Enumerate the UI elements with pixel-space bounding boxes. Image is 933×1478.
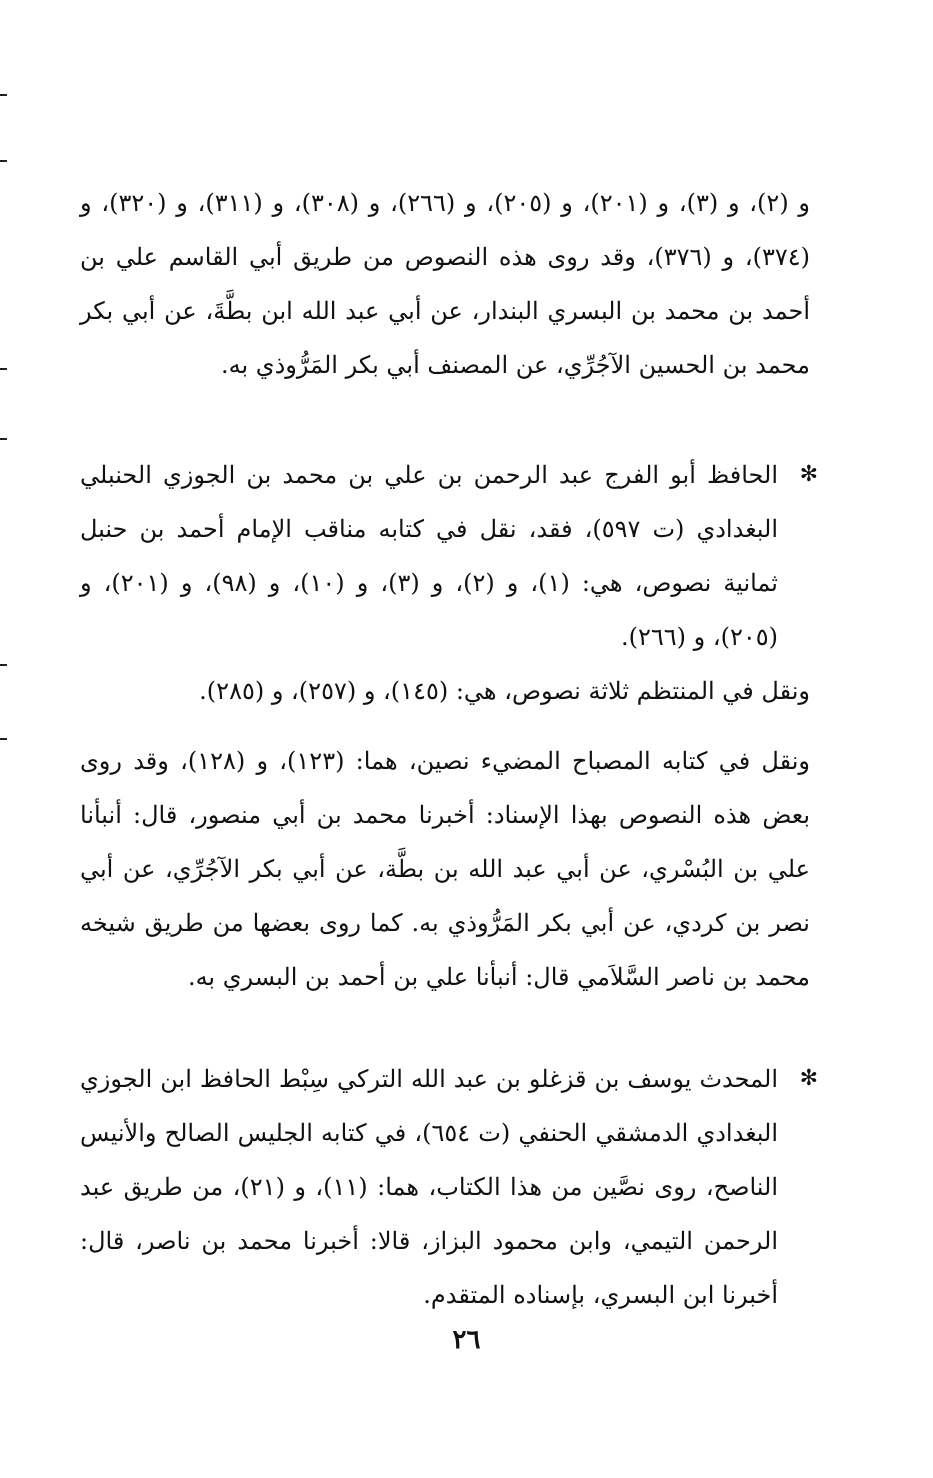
margin-mark [0, 438, 7, 440]
text-block [80, 176, 810, 392]
paragraph-text: الحافظ أبو الفرج عبد الرحمن بن علي بن محمد بن الجوزي الحنبلي البغدادي (ت ٥٩٧)، فقد، نقل في كتابه مناقب الإمام أحمد بن حنبل ثمانية نصوص، هي: (١)، و (٢)، و (٣)، و (١٠)، و (٩٨)، و (٢٠١)، و (٢٠٥)، و (٢٦٦). [80, 461, 778, 651]
margin-mark [0, 94, 7, 96]
text-block [80, 734, 810, 1004]
paragraph-muntazam: ونقل في المنتظم ثلاثة نصوص، هي: (١٤٥)، و (٢٥٧)، و (٢٨٥). [199, 677, 810, 705]
page-number: ٢٦ [452, 1325, 481, 1355]
asterisk-bullet-icon: ✻ [799, 462, 818, 487]
margin-mark [0, 664, 7, 666]
bullet-paragraph-sibt-ibn-al-jawzi [80, 1052, 818, 1322]
paragraph-continuation: و (٢)، و (٣)، و (٢٠١)، و (٢٠٥)، و (٢٦٦)، و (٣٠٨)، و (٣١١)، و (٣٢٠)، و (٣٧٤)، و (٣٧٦)، وقد روى هذه النصوص من طريق أبي القاسم علي بن أحمد بن محمد بن البسري البندار، عن أبي عبد الله ابن بطَّةَ، عن أبي بكر محمد بن الحسين الآجُرِّي، عن المصنف أبي بكر المَرُّوذي به. [80, 189, 811, 379]
margin-mark [0, 160, 7, 162]
paragraph-misbah: ونقل في كتابه المصباح المضيء نصين، هما: (١٢٣)، و (١٢٨)، وقد روى بعض هذه النصوص بهذا الإسناد: أخبرنا محمد بن أبي منصور، قال: أنبأنا علي بن البُسْري، عن أبي عبد الله بن بطَّة، عن أبي بكر الآجُرِّي، عن أبي نصر بن كردي، عن أبي بكر المَرُّوذي به. كما روى بعضها من طريق شيخه محمد بن ناصر السَّلاَمي قال: أنبأنا علي بن أحمد بن البسري به. [80, 747, 810, 991]
paragraph-text: المحدث يوسف بن قزغلو بن عبد الله التركي سِبْط الحافظ ابن الجوزي البغدادي الدمشقي الحنفي (ت ٦٥٤)، في كتابه الجليس الصالح والأنيس الناصح، روى نصَّين من هذا الكتاب، هما: (١١)، و (٢١)، من طريق عبد الرحمن التيمي، وابن محمود البزاز، قالا: أخبرنا محمد بن ناصر، قال: أخبرنا ابن البسري، بإسناده المتقدم. [80, 1065, 779, 1309]
text-block [80, 664, 810, 718]
bullet-paragraph-ibn-al-jawzi [80, 448, 818, 664]
margin-mark [0, 368, 7, 370]
text-block [80, 1052, 818, 1322]
text-block [80, 448, 818, 664]
asterisk-bullet-icon: ✻ [799, 1066, 818, 1091]
margin-mark [0, 738, 7, 740]
